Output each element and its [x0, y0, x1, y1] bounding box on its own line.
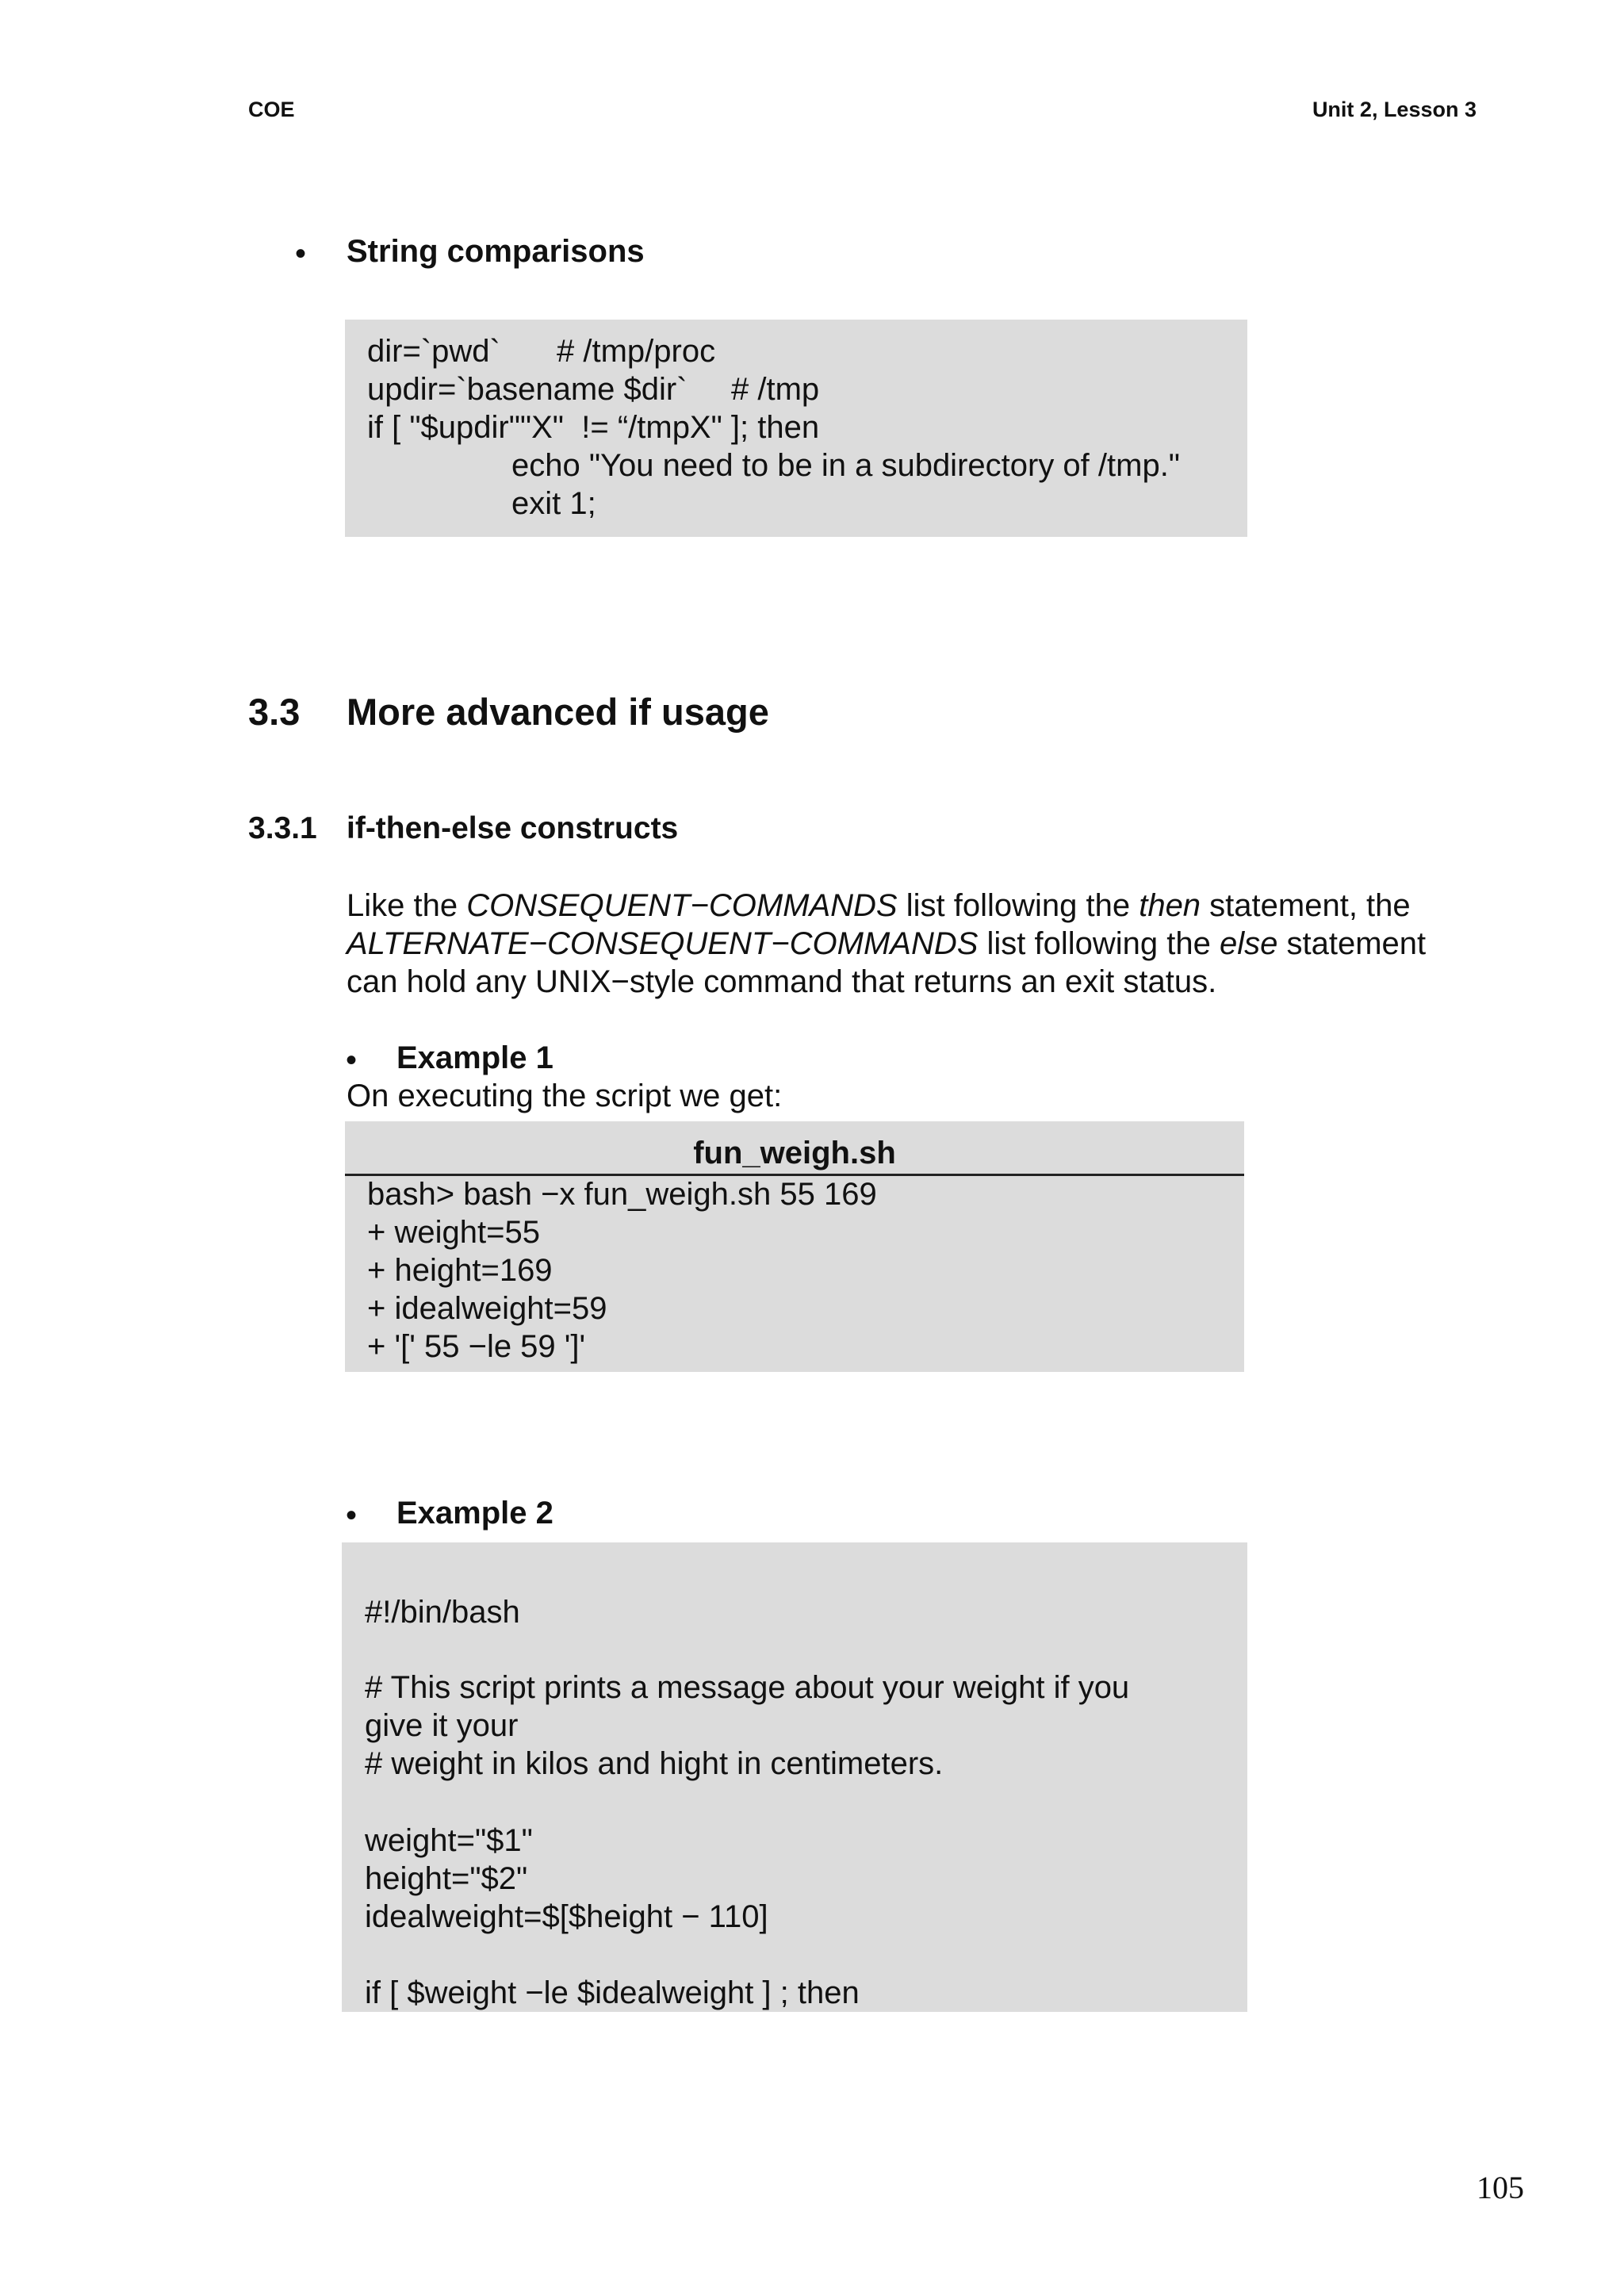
code-line: updir=`basename $dir` [367, 372, 688, 407]
example-title: Example 1 [396, 1040, 553, 1075]
page-number: 105 [1477, 2170, 1524, 2205]
paragraph-line-2: ALTERNATE−CONSEQUENT−COMMANDS list following the else statement [347, 926, 1427, 961]
code-line: # This script prints a message about your weight if you [365, 1670, 1130, 1705]
subsection-number: 3.3.1 [248, 811, 317, 845]
output-line: bash> bash −x fun_weigh.sh 55 169 [367, 1177, 877, 1212]
output-line: + idealweight=59 [367, 1291, 607, 1326]
code-line: give it your [365, 1708, 519, 1743]
bullet-icon: • [295, 236, 307, 271]
code-box-example-2 [342, 1542, 1247, 2012]
output-line: + weight=55 [367, 1215, 540, 1250]
code-comment: # /tmp/proc [557, 334, 716, 369]
code-line: if [ $weight −le $idealweight ] ; then [365, 1975, 860, 2010]
code-line: height="$2" [365, 1861, 528, 1896]
code-box-string-comparisons [345, 320, 1247, 537]
code-box-example-1 [345, 1121, 1244, 1372]
code-line: idealweight=$[$height − 110] [365, 1899, 768, 1934]
bullet-icon: • [346, 1043, 358, 1078]
code-comment: # /tmp [731, 372, 820, 407]
section-title: More advanced if usage [347, 691, 769, 733]
bullet-icon: • [346, 1498, 358, 1533]
example-intro: On executing the script we get: [347, 1079, 783, 1113]
paragraph-line-3: can hold any UNIX−style command that returns an exit status. [347, 964, 1217, 999]
code-line: if [ "$updir""X" != “/tmpX" ]; then [367, 410, 820, 445]
section-number: 3.3 [248, 691, 301, 733]
code-line: # weight in kilos and hight in centimeters. [365, 1746, 944, 1781]
code-line: weight="$1" [365, 1823, 533, 1858]
header-left: COE [248, 98, 295, 121]
header-right: Unit 2, Lesson 3 [1312, 98, 1477, 121]
section-title-string-comparisons: String comparisons [347, 234, 645, 269]
output-line: + height=169 [367, 1253, 553, 1288]
code-line: dir=`pwd` [367, 334, 500, 369]
code-box-title: fun_weigh.sh [693, 1136, 896, 1170]
output-line: + '[' 55 −le 59 ']' [367, 1329, 586, 1364]
code-line: echo "You need to be in a subdirectory of /tmp." [511, 448, 1181, 483]
paragraph-line-1: Like the CONSEQUENT−COMMANDS list following the then statement, the [347, 888, 1411, 923]
subsection-title: if-then-else constructs [347, 811, 679, 845]
example-title: Example 2 [396, 1496, 553, 1531]
divider [345, 1174, 1244, 1176]
code-line: #!/bin/bash [365, 1595, 520, 1630]
code-line: exit 1; [511, 486, 596, 521]
